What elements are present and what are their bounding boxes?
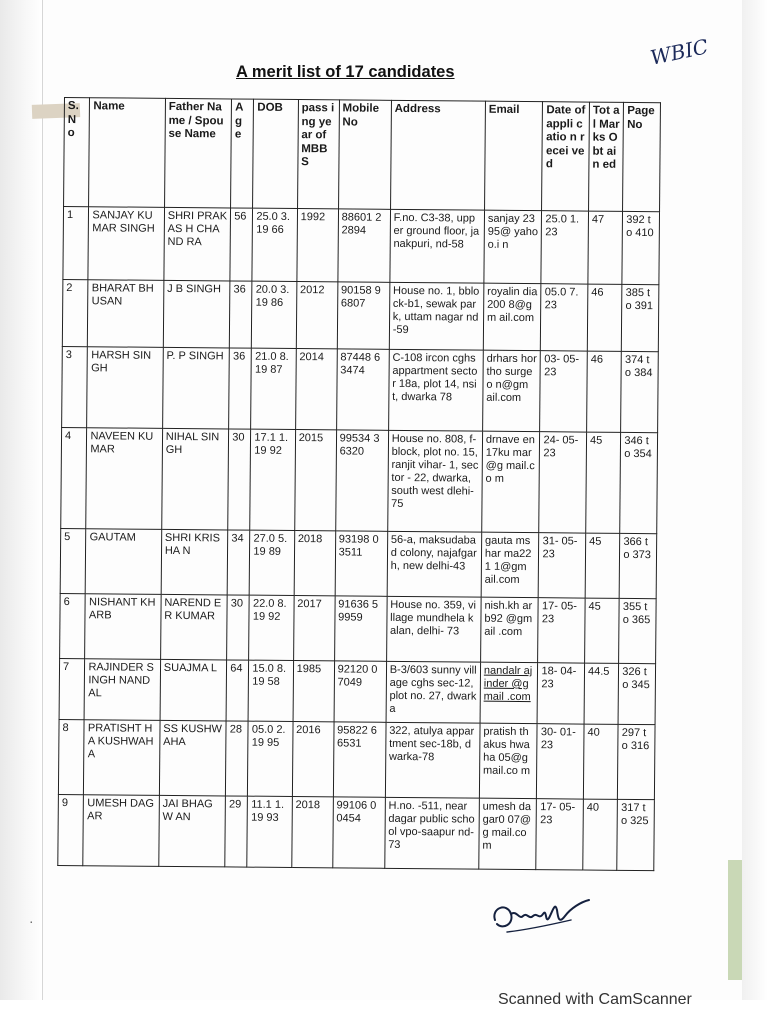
table-row (59, 658, 656, 724)
cell-mobile: 93198 03511 (335, 531, 388, 596)
cell-address: F.no. C3-38, upper ground floor, janakpuri, nd-58 (390, 209, 485, 283)
cell-age: 36 (229, 348, 252, 429)
cell-date-received: 24- 05- 23 (539, 432, 586, 533)
cell-sno: 3 (62, 346, 88, 427)
cell-dob: 11.1 1.19 93 (247, 796, 292, 867)
cell-page: 392 to 410 (622, 211, 659, 284)
cell-mobile: 91636 59959 (334, 596, 387, 661)
cell-address: C-108 ircon cghs appartment sector 18a, plot 14, nsit, dwarka 78 (388, 349, 483, 431)
cell-father: SHRI PRAKAS H CHAND RA (164, 207, 231, 281)
cell-email: sanjay 2395@ yahoo.i n (484, 210, 542, 283)
header-name: Name (89, 98, 165, 208)
cell-address: House no. 1, bblock-b1, sewak park, uttam nagar nd-59 (389, 282, 484, 350)
cell-sno: 2 (62, 279, 88, 346)
cell-sno: 8 (58, 719, 84, 794)
cell-father: SS KUSHW AHA (159, 720, 226, 796)
signature-icon (485, 880, 595, 950)
cell-page: 317 to 325 (617, 799, 654, 870)
cell-age: 64 (226, 660, 249, 721)
header-passing-year: pass ing year of MBB S (297, 100, 339, 209)
header-total-marks: Tot al Mar ks Obt ain ed (589, 102, 624, 211)
cell-marks: 47 (588, 211, 623, 284)
cell-sno: 5 (60, 528, 86, 593)
cell-marks: 40 (583, 724, 618, 799)
cell-date-received: 18- 04- 23 (538, 663, 585, 724)
header-dob: DOB (253, 99, 298, 208)
cell-mobile: 88601 22894 (338, 209, 391, 282)
cell-dob: 15.0 8.19 58 (248, 660, 293, 721)
cell-date-received: 05.0 7.23 (541, 284, 588, 351)
scan-background-right (742, 0, 768, 1000)
cell-age: 34 (227, 530, 250, 595)
cell-pass-year: 1992 (297, 209, 339, 282)
cell-email: drnave en17ku mar@g mail.co m (482, 431, 540, 532)
cell-email: gauta mshar ma221 1@gm ail.com (481, 532, 539, 598)
cell-age: 56 (230, 208, 253, 281)
cell-page: 355 to 365 (619, 598, 656, 663)
cell-pass-year: 2016 (292, 722, 334, 797)
cell-address: 56-a, maksudabad colony, najafgarh, new delhi-43 (387, 531, 482, 597)
cell-father: P. P SINGH (162, 347, 229, 429)
cell-father: J B SINGH (163, 280, 230, 348)
table-row (62, 279, 659, 351)
cell-email: royalin dia200 8@gm ail.com (483, 283, 541, 351)
cell-address: H.no. -511, near dagar public school vpo-saapur nd-73 (385, 797, 480, 869)
cell-sno: 1 (63, 207, 89, 280)
cell-marks: 46 (587, 351, 622, 432)
cell-email: drhars hortho surgeo n@gm ail.com (482, 350, 540, 431)
cell-father: SHRI KRISHA N (161, 529, 228, 595)
cell-name: HARSH SINGH (87, 347, 163, 429)
cell-pass-year: 1985 (293, 661, 335, 722)
cell-date-received: 17- 05- 23 (538, 598, 585, 663)
header-age: Ag e (231, 99, 254, 208)
cell-age: 30 (228, 429, 251, 530)
cell-mobile: 92120 07049 (334, 661, 387, 722)
cell-marks: 45 (585, 533, 620, 598)
cell-age: 29 (225, 796, 248, 867)
cell-page: 326 to 345 (618, 663, 655, 724)
cell-pass-year: 2018 (291, 797, 333, 868)
binder-tab (728, 860, 742, 980)
table-header-row (64, 98, 661, 212)
cell-page: 297 to 316 (618, 724, 655, 799)
cell-date-received: 30- 01- 23 (537, 724, 584, 799)
cell-name: BHARAT BHUSAN (88, 280, 164, 348)
cell-name: GAUTAM (86, 529, 162, 595)
cell-date-received: 25.0 1.23 (541, 211, 588, 284)
cell-marks: 40 (583, 799, 618, 870)
header-mobile: Mobile No (338, 100, 391, 209)
cell-father: JAI BHAGW AN (159, 795, 226, 867)
cell-name: NISHANT KHARB (85, 594, 161, 660)
table-row (60, 593, 657, 663)
cell-page: 366 to 373 (619, 533, 656, 598)
table-row (63, 207, 660, 285)
header-date-received: Date of appli catio n recei ved (542, 102, 589, 211)
cell-pass-year: 2014 (295, 349, 337, 430)
cell-name: NAVEEN KUMAR (86, 428, 162, 530)
page-title: A merit list of 17 candidates (236, 63, 455, 81)
cell-name: PRATISHT HA KUSHWAH A (84, 720, 160, 796)
header-page-no: Page No (623, 102, 661, 211)
cell-date-received: 17- 05- 23 (536, 799, 583, 870)
cell-mobile: 99106 00454 (332, 797, 385, 868)
cell-age: 36 (230, 281, 253, 348)
scan-background-left (0, 0, 42, 1000)
cell-sno: 6 (60, 593, 86, 658)
cell-name: UMESH DAGAR (83, 795, 159, 867)
cell-name: SANJAY KUMAR SINGH (88, 207, 164, 281)
cell-age: 28 (226, 721, 249, 796)
cell-mobile: 87448 63474 (336, 349, 389, 430)
table-row (62, 346, 659, 432)
header-father-name: Father Name / Spouse Name (164, 98, 231, 208)
header-email: Email (484, 101, 543, 210)
cell-address: B-3/603 sunny village cghs sec-12, plot no. 27, dwarka (386, 661, 481, 723)
table-row (61, 427, 658, 533)
table-row (58, 794, 655, 870)
cell-marks: 45 (586, 432, 621, 533)
merit-list-table (57, 97, 661, 871)
cell-pass-year: 2017 (293, 596, 335, 661)
header-sno: S. N o (64, 98, 90, 207)
cell-page: 385 to 391 (622, 284, 659, 351)
cell-father: NAREND ER KUMAR (160, 594, 227, 660)
handwritten-code: WBIC (648, 34, 711, 70)
cell-sno: 7 (59, 658, 85, 719)
cell-dob: 27.0 5.19 89 (250, 530, 295, 595)
cell-age: 30 (227, 595, 250, 660)
cell-mobile: 95822 66531 (333, 722, 386, 797)
cell-page: 346 to 354 (620, 432, 658, 533)
table-row (60, 528, 657, 598)
cell-father: SUAJMA L (160, 659, 227, 721)
cell-pass-year: 2018 (294, 531, 336, 596)
cell-address: 322, atulya appartment sec-18b, dwarka-78 (385, 722, 480, 798)
cell-sno: 4 (61, 427, 87, 528)
cell-marks: 45 (585, 598, 620, 663)
cell-email: nandalr ajinder @gmail .com (480, 662, 538, 724)
cell-marks: 44.5 (584, 663, 619, 724)
cell-page: 374 to 384 (621, 351, 658, 432)
cell-address: House no. 808, f-block, plot no. 15, ranjit vihar- 1, sector - 22, dwarka, south west dlehi-75 (387, 430, 482, 532)
cell-dob: 05.0 2.19 95 (248, 721, 293, 796)
cell-father: NIHAL SINGH (162, 428, 229, 530)
cell-mobile: 99534 36320 (335, 430, 388, 531)
cell-email: nish.kh arb92 @gmail .com (480, 597, 538, 663)
table-row (58, 719, 655, 799)
cell-date-received: 03- 05- 23 (540, 351, 587, 432)
cell-dob: 21.0 8.19 87 (251, 348, 296, 429)
header-address: Address (390, 100, 485, 210)
cell-dob: 17.1 1.19 92 (250, 429, 295, 530)
cell-email: umesh dagar0 07@g mail.co m (479, 798, 537, 869)
cell-address: House no. 359, village mundhela kalan, delhi- 73 (386, 596, 481, 662)
cell-marks: 46 (587, 284, 622, 351)
cell-email: pratish thakus hwaha 05@g mail.co m (479, 723, 537, 798)
cell-pass-year: 2015 (294, 430, 336, 531)
cell-dob: 20.0 3.19 86 (252, 281, 297, 348)
cell-pass-year: 2012 (296, 282, 338, 349)
cell-sno: 9 (58, 794, 84, 865)
scanner-watermark: Scanned with CamScanner (498, 991, 692, 1008)
cell-dob: 25.0 3.19 66 (252, 208, 297, 281)
cell-dob: 22.0 8.19 92 (249, 595, 294, 660)
cell-date-received: 31- 05- 23 (539, 533, 586, 598)
cell-name: RAJINDER SINGH NANDAL (85, 659, 161, 721)
cell-mobile: 90158 96807 (337, 282, 390, 349)
margin-mark: ꞏ (30, 918, 33, 927)
